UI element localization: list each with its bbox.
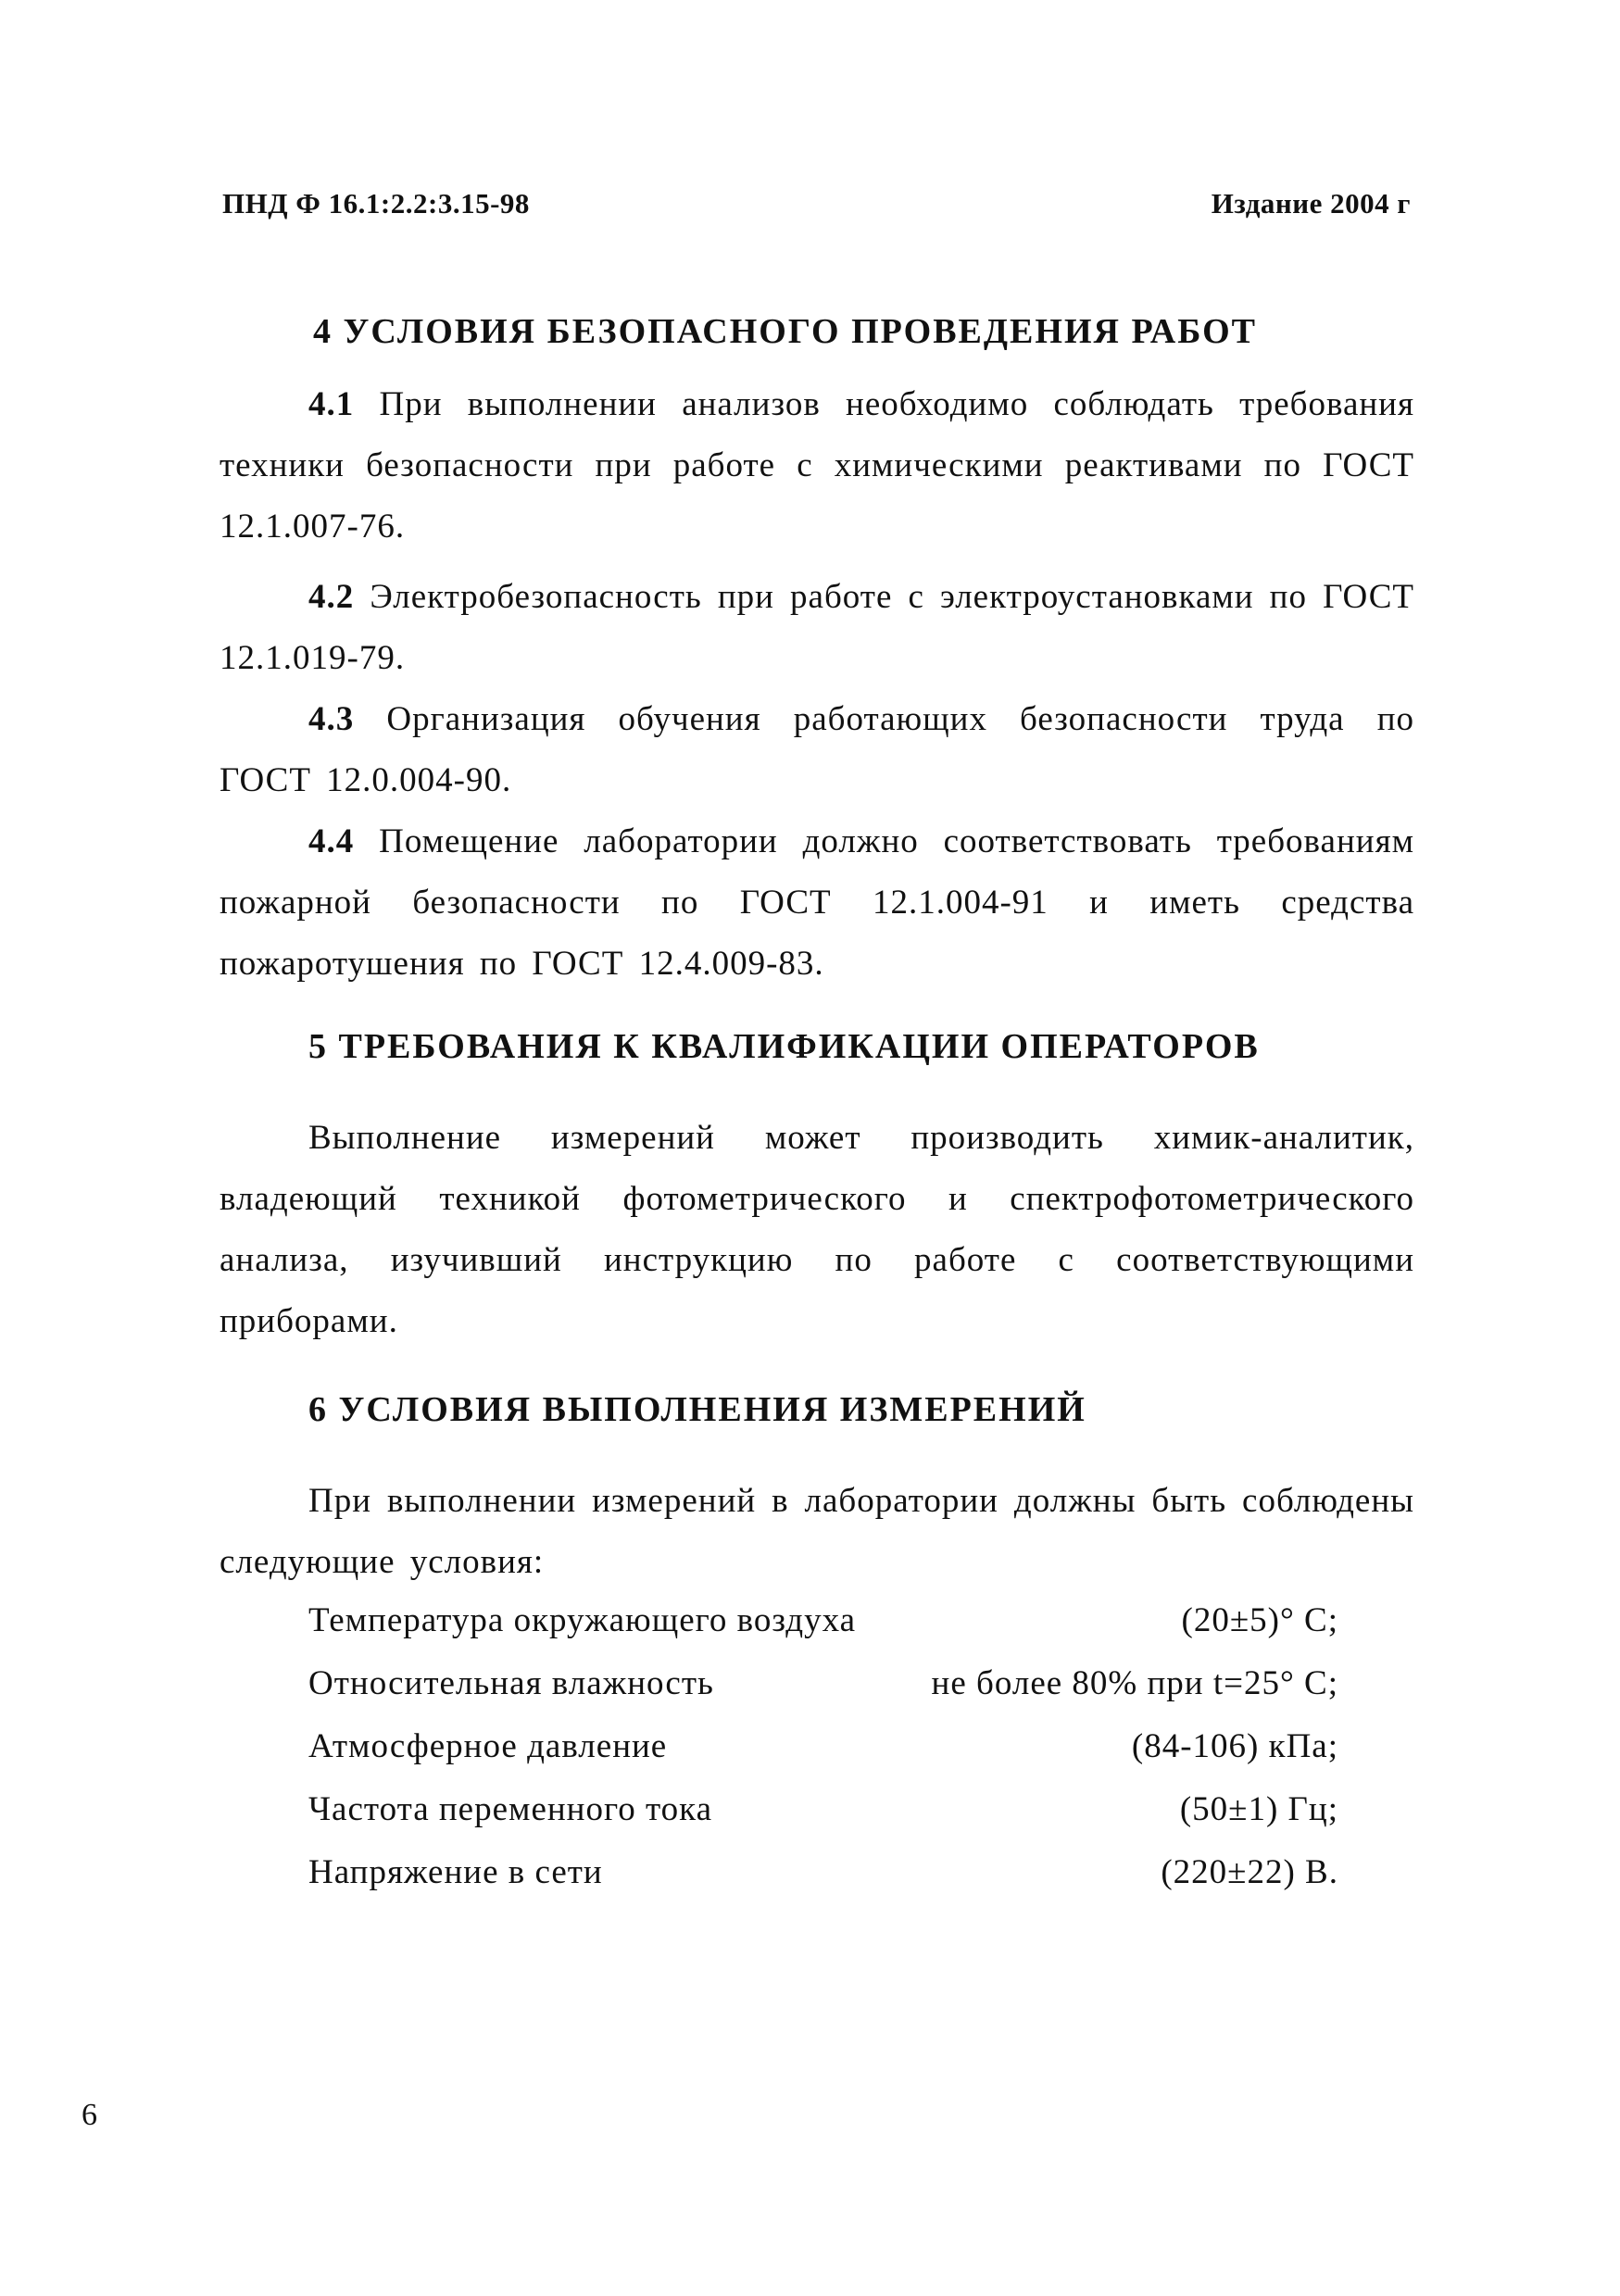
condition-value: (50±1) Гц;: [1179, 1790, 1338, 1828]
paragraph-text: Помещение лаборатории должно соответствовать требованиям пожарной безопасности по ГОСТ 12.1.004-91 и иметь средства пожаротушения по ГОСТ 12.4.009-83.: [220, 822, 1414, 983]
paragraph-4-1: [220, 374, 1414, 558]
paragraph-4-4: [220, 811, 1414, 995]
paragraph-number: 4.3: [308, 700, 355, 738]
condition-value: (220±22) В.: [1161, 1853, 1338, 1891]
condition-row: [308, 1726, 1338, 1788]
section-4-title: 4 УСЛОВИЯ БЕЗОПАСНОГО ПРОВЕДЕНИЯ РАБОТ: [313, 312, 1258, 351]
condition-value: (20±5)° С;: [1181, 1601, 1338, 1639]
condition-label: Относительная влажность: [308, 1664, 714, 1702]
condition-row: [308, 1852, 1338, 1913]
condition-label: Частота переменного тока: [308, 1790, 712, 1828]
page-number: 6: [82, 2098, 97, 2132]
condition-value: (84-106) кПа;: [1131, 1727, 1338, 1765]
paragraph-4-2: [220, 567, 1414, 689]
paragraph-text: При выполнении анализов необходимо соблюдать требования техники безопасности при работе с химическими реактивами по ГОСТ 12.1.007-76.: [220, 385, 1414, 546]
document-code: ПНД Ф 16.1:2.2:3.15-98: [222, 187, 530, 220]
section-5-title: 5 ТРЕБОВАНИЯ К КВАЛИФИКАЦИИ ОПЕРАТОРОВ: [308, 1027, 1260, 1066]
paragraph-5: Выполнение измерений может производить химик-аналитик, владеющий техникой фотометрического и спектрофотометрического анализа, изучивший инструкцию по работе с соответствующими приборами.: [220, 1119, 1414, 1340]
paragraph-4-3: [220, 689, 1414, 811]
paragraph-number: 4.2: [308, 578, 355, 616]
condition-row: [308, 1600, 1338, 1662]
condition-row: [308, 1663, 1338, 1725]
paragraph-number: 4.1: [308, 385, 355, 423]
condition-value: не более 80% при t=25° С;: [931, 1664, 1338, 1702]
paragraph-6-intro: При выполнении измерений в лаборатории должны быть соблюдены следующие условия:: [220, 1482, 1414, 1581]
section-6-title: 6 УСЛОВИЯ ВЫПОЛНЕНИЯ ИЗМЕРЕНИЙ: [308, 1390, 1086, 1429]
condition-label: Температура окружающего воздуха: [308, 1601, 857, 1639]
paragraph-text: Организация обучения работающих безопасности труда по ГОСТ 12.0.004-90.: [220, 700, 1414, 799]
condition-label: Атмосферное давление: [308, 1727, 668, 1765]
condition-label: Напряжение в сети: [308, 1853, 603, 1891]
paragraph-number: 4.4: [308, 822, 355, 860]
paragraph-text: Электробезопасность при работе с электроустановками по ГОСТ 12.1.019-79.: [220, 578, 1414, 677]
condition-row: [308, 1789, 1338, 1851]
edition-label: Издание 2004 г: [1211, 187, 1411, 220]
